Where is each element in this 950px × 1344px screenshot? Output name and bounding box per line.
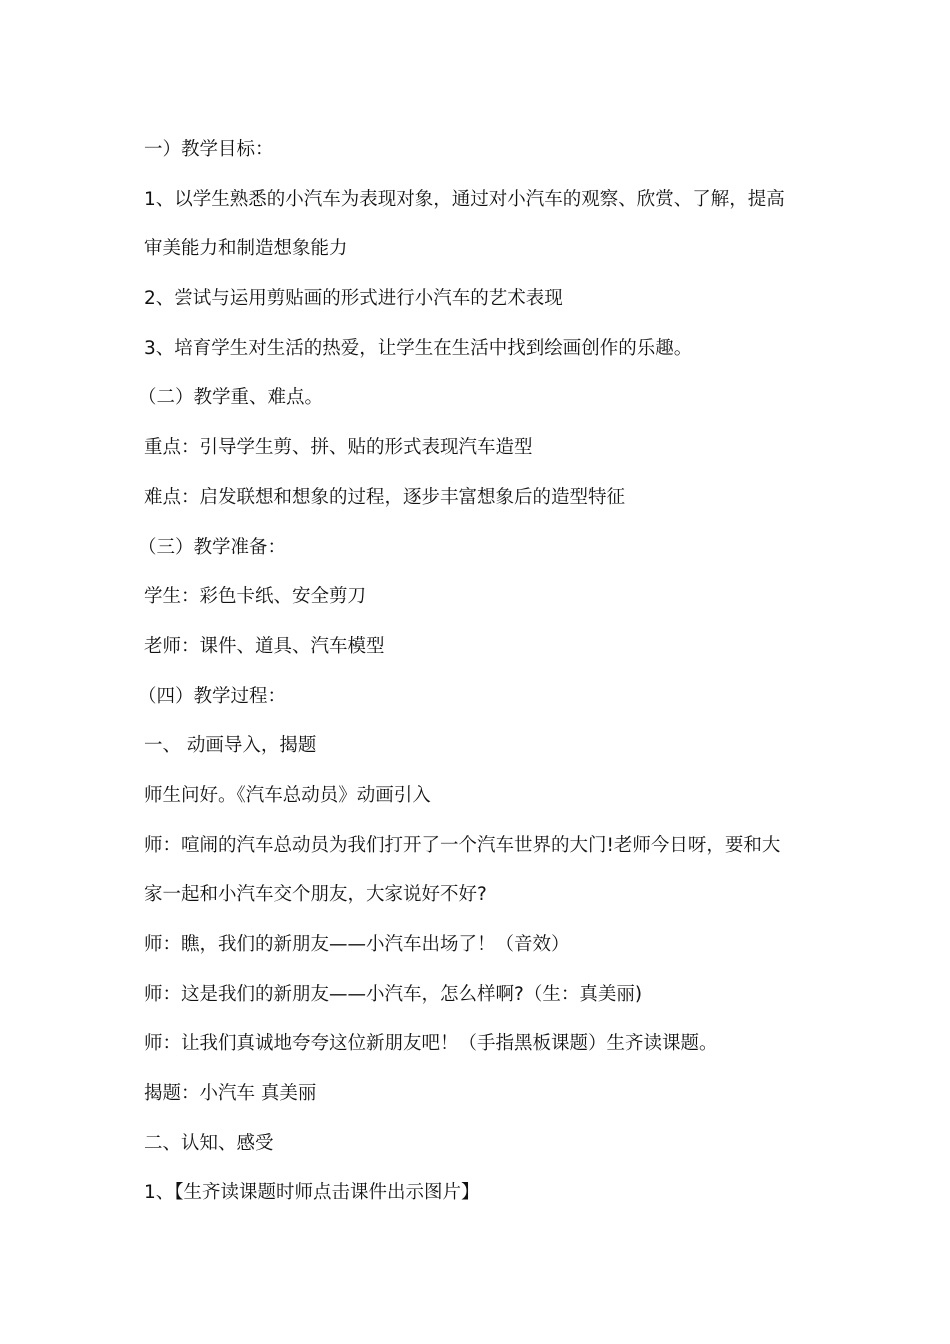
objective-2: 2、尝试与运用剪贴画的形式进行小汽车的艺术表现 [144, 288, 563, 310]
paragraph-topic: 揭题：小汽车 真美丽 [144, 1083, 317, 1105]
paragraph-teacher-4: 师：让我们真诚地夸夸这位新朋友吧！（手指黑板课题）生齐读课题。 [144, 1033, 718, 1055]
paragraph-teacher-2: 师：瞧，我们的新朋友——小汽车出场了！（音效） [144, 934, 570, 955]
section-cognition: 二、认知、感受 [144, 1132, 274, 1154]
key-point: 重点：引导学生剪、拼、贴的形式表现汽车造型 [144, 437, 533, 459]
objective-1-line-2: 审美能力和制造想象能力 [144, 238, 348, 260]
difficult-point: 难点：启发联想和想象的过程，逐步丰富想象后的造型特征 [144, 486, 626, 508]
heading-key-difficult-points: （二）教学重、难点。 [138, 387, 324, 409]
teacher-materials: 老师：课件、道具、汽车模型 [144, 635, 385, 657]
paragraph-teacher-1-line-2: 家一起和小汽车交个朋友，大家说好不好? [144, 884, 487, 906]
objective-1-line-1: 1、以学生熟悉的小汽车为表现对象，通过对小汽车的观察、欣赏、了解，提高 [144, 188, 785, 210]
student-materials: 学生：彩色卡纸、安全剪刀 [144, 586, 367, 608]
objective-3: 3、培育学生对生活的热爱，让学生在生活中找到绘画创作的乐趣。 [144, 337, 693, 359]
document-body [138, 132, 814, 1225]
paragraph-teacher-1-line-1: 师：喧闹的汽车总动员为我们打开了一个汽车世界的大门!老师今日呀，要和大 [144, 834, 781, 856]
paragraph-step-1: 1、【生齐读课题时师点击课件出示图片】 [144, 1182, 480, 1204]
paragraph-greeting: 师生问好。《汽车总动员》动画引入 [144, 784, 431, 806]
heading-teaching-objectives: 一）教学目标： [144, 139, 274, 160]
section-animation-intro: 一、 动画导入，揭题 [144, 735, 317, 757]
heading-teaching-preparation: （三）教学准备： [138, 536, 287, 558]
paragraph-teacher-3: 师：这是我们的新朋友——小汽车，怎么样啊?（生：真美丽) [144, 983, 643, 1005]
heading-teaching-process: （四）教学过程： [138, 685, 287, 707]
